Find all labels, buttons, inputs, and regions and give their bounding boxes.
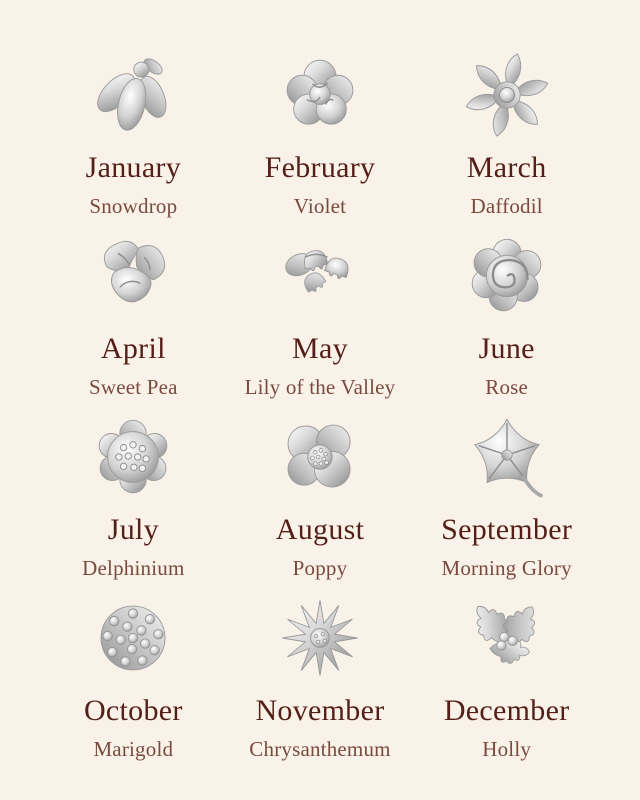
month-label: April: [100, 332, 166, 365]
flower-label: Lily of the Valley: [244, 375, 396, 399]
birth-flower-cell-december: [413, 585, 600, 766]
rose-charm-icon: [460, 223, 554, 329]
flower-label: Daffodil: [470, 194, 543, 218]
flower-label: Rose: [485, 375, 529, 399]
month-label: February: [264, 151, 376, 184]
daffodil-charm-icon: [460, 42, 554, 148]
lily-of-the-valley-charm-icon: [273, 223, 367, 329]
birth-flower-cell-august: [227, 404, 414, 585]
holly-charm-icon: [460, 585, 554, 691]
month-label: July: [107, 513, 159, 546]
flower-label: Marigold: [93, 737, 174, 761]
birth-flower-cell-july: [40, 404, 227, 585]
flower-label: Chrysanthemum: [249, 737, 391, 761]
month-label: January: [85, 151, 182, 184]
birth-flower-cell-november: [227, 585, 414, 766]
flower-label: Violet: [293, 194, 347, 218]
flower-label: Snowdrop: [89, 194, 178, 218]
month-label: June: [478, 332, 535, 365]
flower-label: Delphinium: [82, 556, 185, 580]
month-label: November: [255, 694, 385, 727]
snowdrop-charm-icon: [86, 42, 180, 148]
marigold-charm-icon: [86, 585, 180, 691]
birth-flower-cell-september: [413, 404, 600, 585]
birth-flower-grid: [40, 0, 600, 766]
birth-flower-cell-march: [413, 42, 600, 223]
birth-flower-cell-february: [227, 42, 414, 223]
birth-flower-cell-october: [40, 585, 227, 766]
month-label: May: [292, 332, 348, 365]
sweet-pea-charm-icon: [86, 223, 180, 329]
flower-label: Poppy: [292, 556, 348, 580]
delphinium-charm-icon: [86, 404, 180, 510]
birth-flower-cell-april: [40, 223, 227, 404]
flower-label: Sweet Pea: [88, 375, 178, 399]
poppy-charm-icon: [273, 404, 367, 510]
birth-flower-cell-may: [227, 223, 414, 404]
month-label: October: [83, 694, 183, 727]
month-label: March: [466, 151, 547, 184]
flower-label: Holly: [482, 737, 532, 761]
birth-flower-cell-january: [40, 42, 227, 223]
birth-flower-cell-june: [413, 223, 600, 404]
morning-glory-charm-icon: [460, 404, 554, 510]
month-label: August: [275, 513, 365, 546]
month-label: September: [441, 513, 573, 546]
month-label: December: [443, 694, 570, 727]
chrysanthemum-charm-icon: [273, 585, 367, 691]
violet-charm-icon: [273, 42, 367, 148]
flower-label: Morning Glory: [441, 556, 572, 580]
